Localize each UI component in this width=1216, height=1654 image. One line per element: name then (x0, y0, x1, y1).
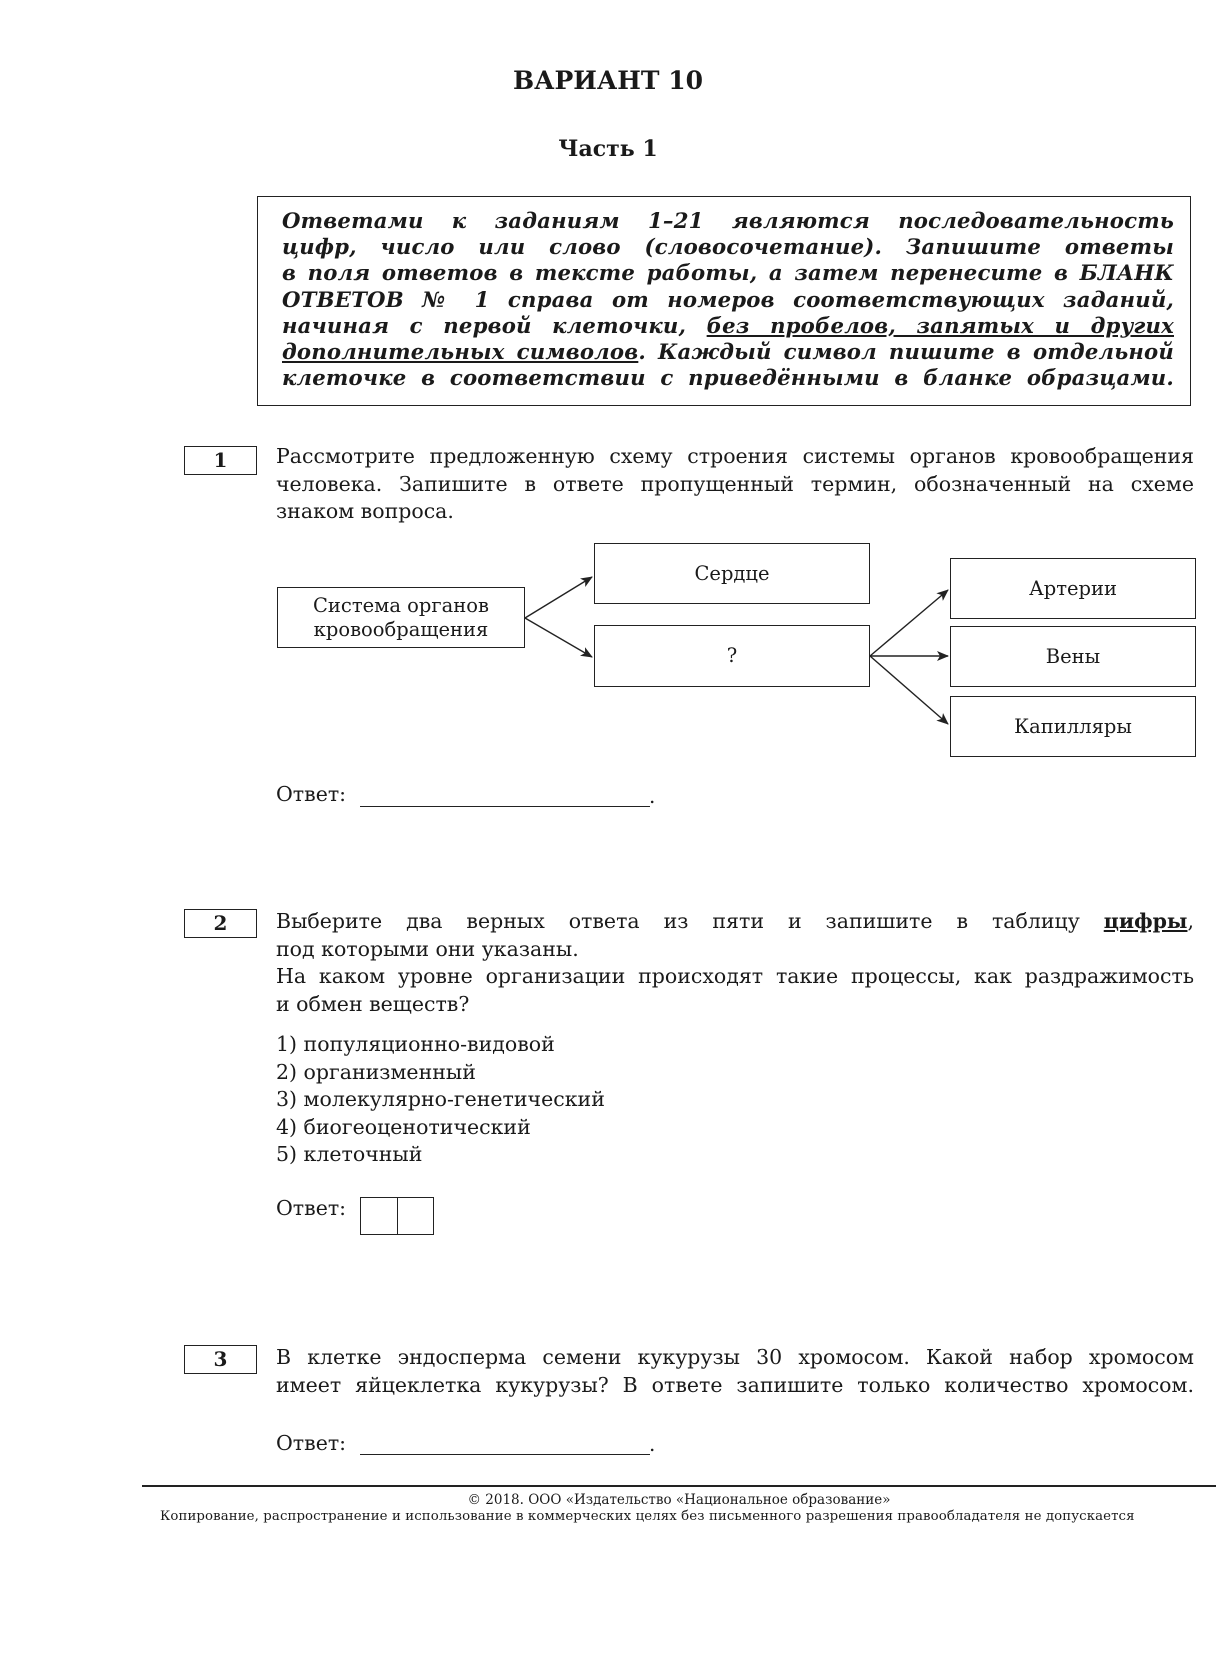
answer-field-1[interactable] (360, 806, 650, 807)
option-5: 5) клеточный (276, 1142, 423, 1167)
option-4: 4) биогеоценотический (276, 1114, 531, 1139)
task-2-options (276, 1031, 605, 1169)
question-line: и обмен веществ? (276, 992, 470, 1017)
instruction-text: начиная с первой клеточки, (282, 312, 707, 338)
footer-notice: Копирование, распространение и использование в коммерческих целях без письменного разрешения правообладателя не допускается (160, 1509, 1135, 1524)
task-text-line: имеет яйцеклетка кукурузы? В ответе запишите только количество хромосом. (276, 1372, 1194, 1397)
option-2: 2) организменный (276, 1059, 476, 1084)
node-label: Вены (1045, 644, 1101, 668)
task-number-3: 3 (184, 1345, 257, 1374)
instruction-line: клеточке в соответствии с приведёнными в бланке образцами. (282, 365, 1174, 391)
instruction-line: ОТВЕТОВ № 1 справа от номеров соответствующих заданий, (282, 286, 1174, 312)
task-text: , (1187, 909, 1194, 933)
task-number-2: 2 (184, 909, 257, 938)
instruction-underlined: без пробелов, запятых и других (706, 312, 1174, 338)
answer-cells-2 (360, 1197, 434, 1235)
task-2-text (276, 908, 1194, 1019)
node-label: кровообращения (313, 617, 489, 641)
diagram-node-root (277, 587, 525, 648)
answer-cell[interactable] (397, 1198, 433, 1234)
part-title: Часть 1 (558, 136, 658, 162)
task-text: Выберите два верных ответа из пяти и запишите в таблицу (276, 909, 1104, 933)
instruction-line: Ответами к заданиям 1–21 являются последовательность (282, 208, 1174, 233)
option-1: 1) популяционно-видовой (276, 1032, 555, 1056)
emphasis-digits: цифры (1103, 909, 1188, 933)
instruction-underlined: дополнительных символов (282, 339, 639, 365)
answer-label-2: Ответ: (276, 1196, 347, 1220)
node-label: Капилляры (1014, 714, 1132, 738)
task-3-text (276, 1344, 1194, 1399)
question-line: На каком уровне организации происходят такие процессы, как раздражимость (276, 964, 1194, 989)
instruction-line: в поля ответов в тексте работы, а затем перенесите в БЛАНК (282, 260, 1174, 286)
task-text-line: В клетке эндосперма семени кукурузы 30 хромосом. Какой набор хромосом (276, 1345, 1194, 1369)
node-label: Система органов (313, 593, 489, 617)
node-label: ? (726, 644, 738, 667)
answer-period: . (649, 784, 656, 808)
task-text-line: под которыми они указаны. (276, 936, 579, 961)
answer-field-3[interactable] (360, 1454, 650, 1455)
diagram-node-capillaries (950, 696, 1196, 757)
answer-period: . (649, 1432, 656, 1456)
variant-title: ВАРИАНТ 10 (513, 66, 703, 95)
diagram-node-unknown (594, 625, 870, 687)
footer-divider (142, 1485, 1216, 1487)
task-text-line: человека. Запишите в ответе пропущенный термин, обозначенный на схеме (276, 471, 1194, 496)
answer-label-3: Ответ: (276, 1431, 347, 1455)
task-text-line: знаком вопроса. (276, 499, 454, 524)
answer-label-1: Ответ: (276, 782, 347, 806)
task-text-line (276, 908, 1194, 936)
diagram-node-veins (950, 626, 1196, 687)
instruction-text: . Каждый символ пишите в отдельной (638, 339, 1174, 365)
instruction-line: цифр, число или слово (словосочетание). Запишите ответы (282, 234, 1174, 260)
option-3: 3) молекулярно-генетический (276, 1087, 605, 1112)
diagram-node-arteries (950, 558, 1196, 619)
node-label: Сердце (694, 561, 770, 585)
task-text-line: Рассмотрите предложенную схему строения системы органов кровообращения (276, 444, 1194, 468)
node-label: Артерии (1028, 576, 1118, 600)
footer-copyright: © 2018. ООО «Издательство «Национальное образование» (467, 1492, 891, 1508)
task-number-1: 1 (184, 446, 257, 475)
answer-cell[interactable] (361, 1198, 397, 1234)
diagram-node-heart (594, 543, 870, 604)
